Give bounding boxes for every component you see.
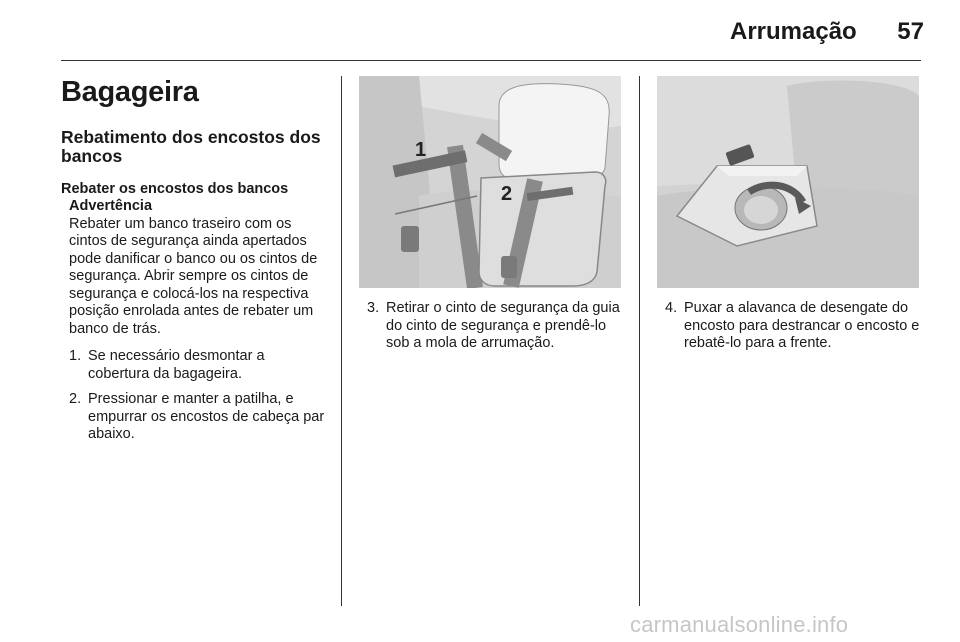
page-title: Bagageira (61, 76, 199, 108)
procedure-heading: Rebater os encostos dos bancos (61, 181, 289, 197)
step-text: Pressionar e manter a patilha, e empurrar os encostos de cabeça par abaixo. (88, 391, 325, 442)
list-item (69, 391, 329, 444)
warning-title: Advertência (69, 198, 153, 214)
section-title: Arrumação (730, 18, 857, 45)
section-subtitle: Rebatimento dos encostos dos bancos (61, 127, 321, 166)
column-divider-left (341, 76, 342, 606)
steps-list (69, 348, 329, 444)
page-header (0, 0, 960, 62)
step-number: 1. (69, 348, 82, 364)
figure-headrest-belt (359, 76, 621, 288)
step-number: 4. (665, 300, 678, 316)
step-number: 2. (69, 391, 82, 407)
step-4 (665, 300, 927, 353)
warning-text: Rebater um banco traseiro com os cintos de segurança ainda apertados pode danificar o banco ou os cintos de segurança. Abrir sempre os cintos de segurança e colocá-los na respectiva posição enrolada antes de rebater um banco de trás. (69, 215, 318, 337)
column-divider-right (639, 76, 640, 606)
step-text: Puxar a alavanca de desengate do encosto para destrancar o encosto e rebatê-lo para a frente. (684, 300, 920, 351)
step-number: 3. (367, 300, 380, 316)
step-text: Se necessário desmontar a cobertura da bagageira. (88, 348, 265, 382)
step-3 (367, 300, 631, 353)
warning-box (69, 198, 329, 338)
figure-label-2: 2 (501, 183, 513, 205)
watermark-text: carmanualsonline.info (630, 612, 849, 637)
figure-label-1: 1 (415, 139, 427, 161)
left-column (61, 76, 329, 452)
step-text: Retirar o cinto de segurança da guia do cinto de segurança e prendê-lo sob a mola de arrumação. (386, 300, 620, 351)
page-number: 57 (897, 18, 924, 45)
list-item (69, 348, 329, 383)
header-rule (61, 60, 921, 61)
figure-release-lever (657, 76, 919, 288)
